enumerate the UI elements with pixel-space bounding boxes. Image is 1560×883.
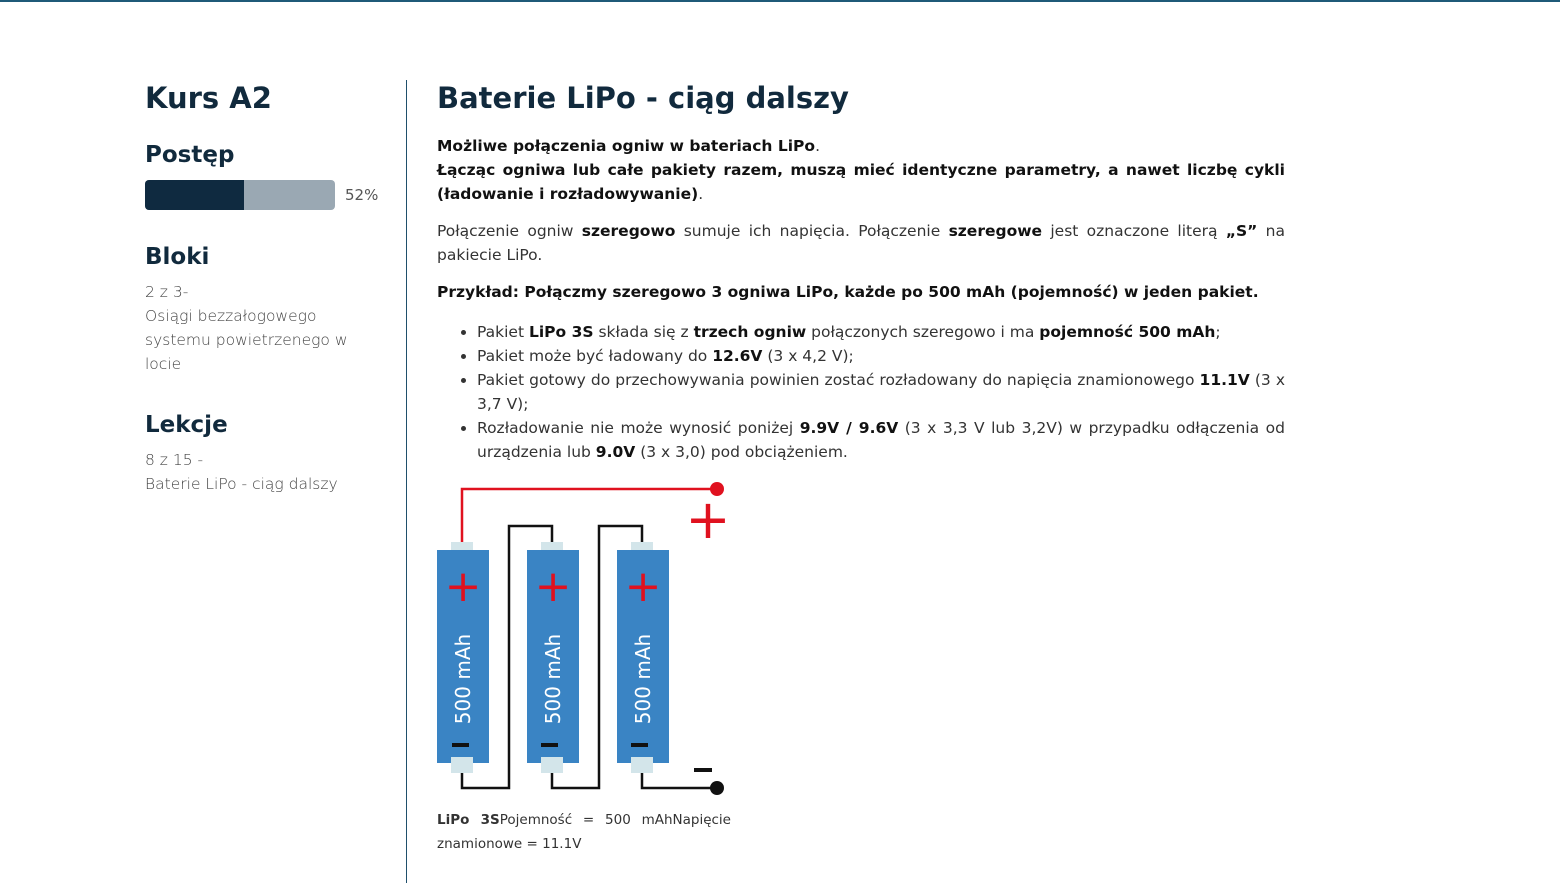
- lesson-title: Baterie LiPo - ciąg dalszy: [437, 81, 849, 115]
- cell-capacity-label: 500 mAh: [451, 633, 475, 725]
- blocks-count: 2 z 3-: [145, 283, 189, 301]
- cell-plus-icon: +: [624, 561, 662, 612]
- bullet-text: ;: [1215, 323, 1221, 341]
- negative-terminal: [710, 781, 724, 795]
- lesson-content: [437, 80, 1285, 464]
- cell-3: [617, 542, 669, 773]
- series-text-3: jest oznaczone literą: [1042, 222, 1226, 240]
- lipo-3s-diagram: [437, 480, 737, 800]
- list-item: [477, 368, 1285, 416]
- bullet-bold: pojemność 500 mAh: [1039, 323, 1216, 341]
- lessons-count: 8 z 15 -: [145, 451, 204, 469]
- course-sidebar: [145, 80, 385, 496]
- cell-2: [527, 542, 579, 773]
- positive-sign-icon: +: [685, 488, 731, 551]
- series-text-1: Połączenie ogniw: [437, 222, 582, 240]
- intro-bold-2: Łącząc ogniwa lub całe pakiety razem, muszą mieć identyczne parametry, a nawet liczbę cykli (ładowanie i rozładowywanie): [437, 161, 1285, 203]
- bullet-bold: trzech ogniw: [693, 323, 807, 341]
- bullet-text: (3 x 3,7 V);: [477, 371, 1285, 413]
- bullet-bold: LiPo 3S: [528, 323, 594, 341]
- series-paragraph: [437, 219, 1285, 267]
- list-item: [477, 344, 1285, 368]
- sidebar-divider: [406, 80, 407, 883]
- series-bold-2: szeregowe: [948, 222, 1043, 240]
- bullet-text: (3 x 4,2 V);: [762, 347, 854, 365]
- cell-minus-icon: [452, 743, 469, 747]
- progress: [145, 180, 385, 210]
- bullet-text: Pakiet: [477, 323, 529, 341]
- bullet-text: połączonych szeregowo i ma: [806, 323, 1040, 341]
- series-bold-3: „S”: [1225, 222, 1258, 240]
- cell-1: [437, 542, 489, 773]
- intro-dot-2: .: [698, 185, 704, 203]
- progress-heading: Postęp: [145, 142, 235, 168]
- negative-sign-icon: [694, 768, 712, 772]
- cell-cap-bottom: [631, 757, 653, 773]
- top-border-line: [0, 0, 1560, 2]
- bullet-bold: 12.6V: [712, 347, 763, 365]
- list-item: [477, 320, 1285, 344]
- list-item: [477, 416, 1285, 464]
- cell-minus-icon: [631, 743, 648, 747]
- progress-label: 52%: [345, 186, 379, 204]
- cell-plus-icon: +: [534, 561, 572, 612]
- cell-minus-icon: [541, 743, 558, 747]
- course-title: Kurs A2: [145, 81, 272, 115]
- bullet-bold: 9.9V / 9.6V: [799, 419, 899, 437]
- blocks-name: Osiągi bezzałogowego systemu powietrzenego w locie: [145, 307, 348, 373]
- example-paragraph: [437, 280, 1285, 304]
- bullet-text: Rozładowanie nie może wynosić poniżej: [477, 419, 800, 437]
- progress-fill: [145, 180, 244, 210]
- caption-bold: LiPo 3S: [437, 812, 500, 828]
- example-text: Przykład: Połączmy szeregowo 3 ogniwa LiPo, każde po 500 mAh (pojemność) w jeden pakiet.: [437, 283, 1259, 301]
- blocks-heading: Bloki: [145, 244, 210, 270]
- bullet-text: Pakiet gotowy do przechowywania powinien zostać rozładowany do napięcia znamionowego: [477, 371, 1200, 389]
- intro-bold-1: Możliwe połączenia ogniw w bateriach LiPo: [437, 137, 816, 155]
- series-text-2: sumuje ich napięcia. Połączenie: [675, 222, 949, 240]
- cell-capacity-label: 500 mAh: [541, 633, 565, 725]
- bullet-bold: 11.1V: [1199, 371, 1250, 389]
- series-text-4: na pakiecie LiPo.: [437, 222, 1286, 264]
- progress-bar: [145, 180, 335, 210]
- bullet-text: składa się z: [593, 323, 694, 341]
- cell-cap-bottom: [451, 757, 473, 773]
- cell-cap-bottom: [541, 757, 563, 773]
- lessons-heading: Lekcje: [145, 412, 228, 438]
- diagram-caption: [437, 808, 731, 856]
- cell-plus-icon: +: [444, 561, 482, 612]
- bullet-text: Pakiet może być ładowany do: [477, 347, 713, 365]
- lessons-name: Baterie LiPo - ciąg dalszy: [145, 475, 338, 493]
- bullet-text: (3 x 3,0) pod obciążeniem.: [635, 443, 848, 461]
- series-bold-1: szeregowo: [581, 222, 676, 240]
- bullet-bold: 9.0V: [595, 443, 636, 461]
- bullet-text: (3 x 3,3 V lub 3,2V) w przypadku odłączenia od urządzenia lub: [477, 419, 1285, 461]
- caption-text: Pojemność = 500 mAhNapięcie znamionowe = 11.1V: [437, 812, 731, 852]
- intro-dot-1: .: [815, 137, 820, 155]
- cell-capacity-label: 500 mAh: [631, 633, 655, 725]
- specs-list: [477, 320, 1285, 464]
- positive-wire: [462, 489, 717, 542]
- intro-paragraph: [437, 134, 1285, 206]
